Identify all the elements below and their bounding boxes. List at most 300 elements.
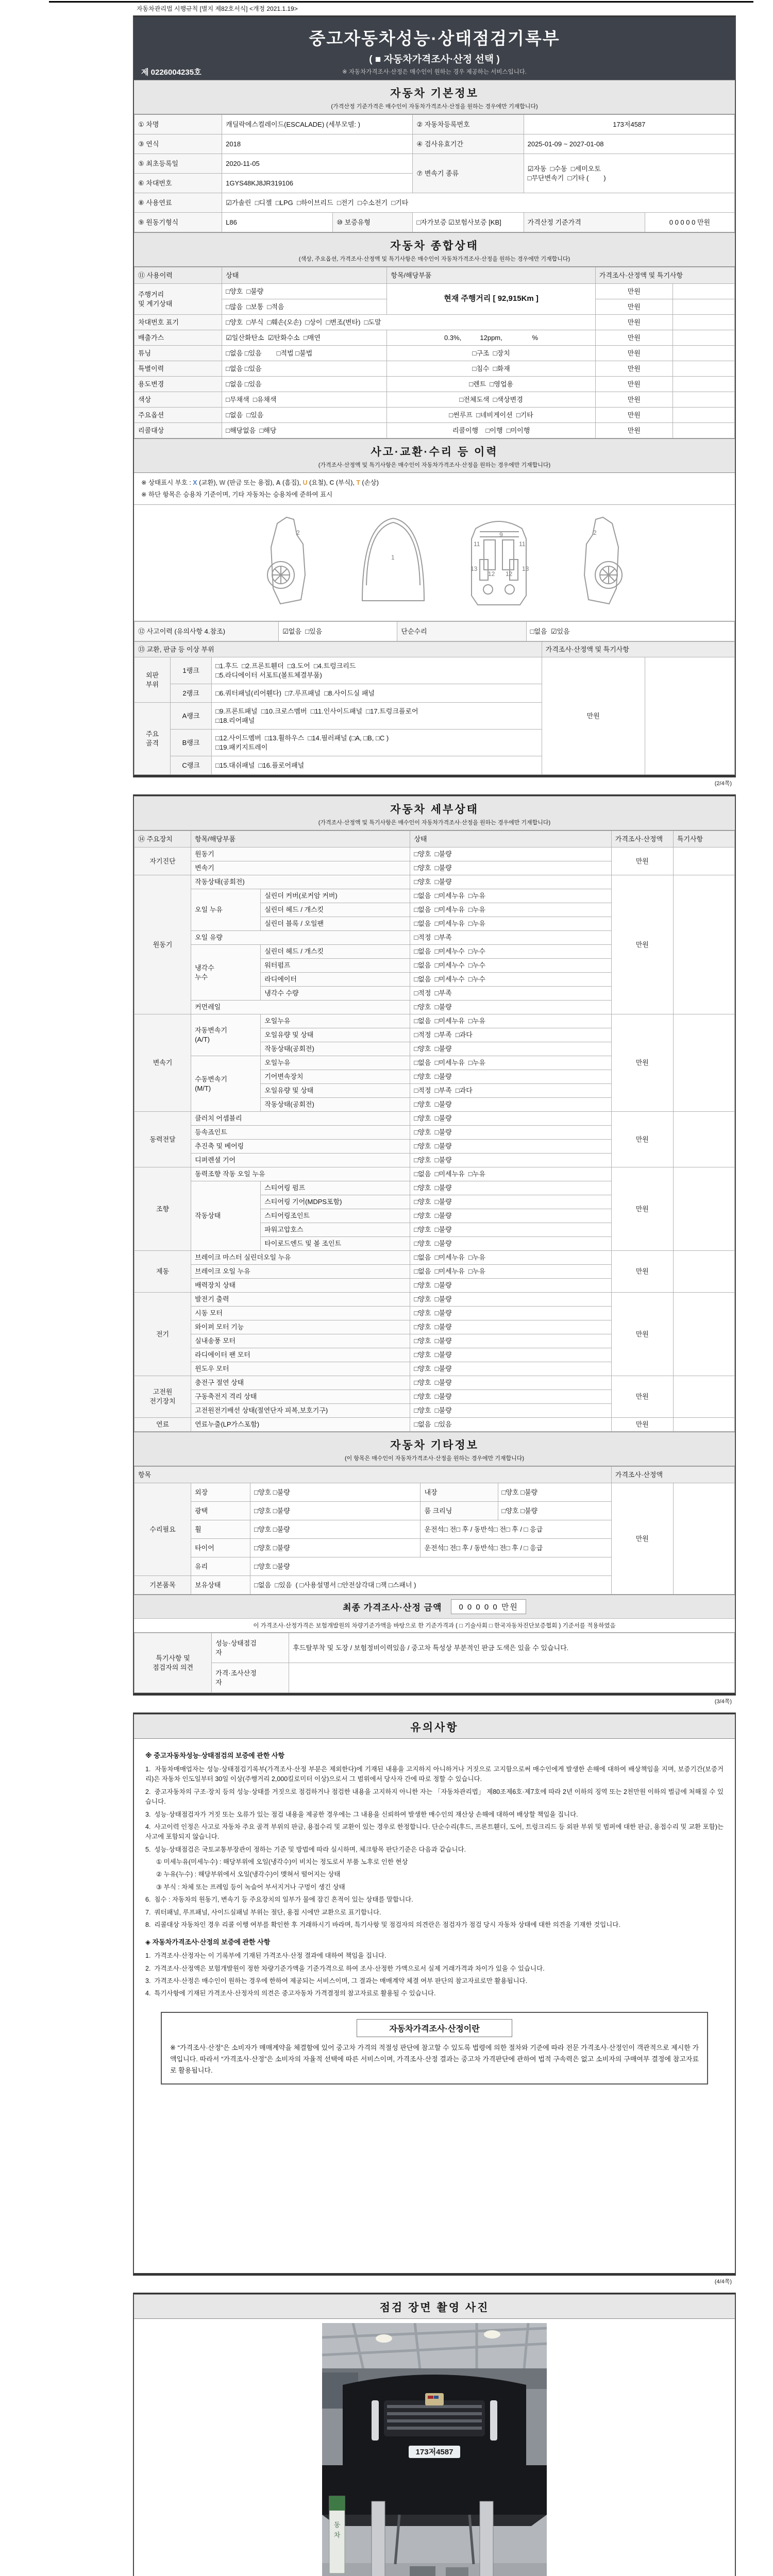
value-cell: 현재 주행거리 [ 92,915Km ] — [387, 284, 595, 315]
notice-paragraph: 8. 리콜대상 자동차인 경우 리콜 이행 여부를 확인한 후 거래하시기 바라며, 특기사항 및 점검자의 의견란은 점검자가 점검 당시 자동차 상태에 대한 의견을 기재한 것입니다. — [145, 1921, 620, 1928]
row-label: 조향 — [135, 1167, 191, 1251]
detail-state-table — [134, 831, 735, 1432]
price-definition-box — [161, 2012, 708, 2084]
checkbox-group-cell[interactable]: □적정 □부족 □과다 — [410, 1028, 611, 1042]
value-cell — [673, 299, 734, 315]
checkbox-group-cell[interactable]: □적정 □부족 — [410, 987, 611, 1001]
row-label: 광택 — [191, 1502, 250, 1520]
checkbox-group-cell[interactable]: □양호 □불량 — [410, 1140, 611, 1154]
checkbox-group-cell[interactable]: □양호 □불량 — [410, 1376, 611, 1390]
checkbox-group-cell[interactable]: ☑일산화탄소 ☑탄화수소 □매연 — [222, 330, 387, 346]
checkbox-group-cell[interactable]: □6.쿼터패널(리어휀다) □7.루프패널 □8.사이드실 패널 — [212, 684, 542, 703]
checkbox-group-cell[interactable]: □없음 □있음 — [410, 1418, 611, 1432]
checkbox-group-cell[interactable]: □없음 □미세누유 □누유 — [410, 1056, 611, 1070]
damage-code: C — [329, 479, 334, 486]
price-unit-cell: 만원 — [611, 1293, 673, 1376]
checkbox-group-cell[interactable]: □적정 □부족 □과다 — [410, 1084, 611, 1098]
price-unit-cell: 만원 — [611, 1376, 673, 1418]
checkbox-group-cell[interactable]: □없음 □미세누유 □누유 — [410, 1265, 611, 1279]
damage-code: A — [276, 479, 281, 486]
row-label: 스티어링 펌프 — [261, 1181, 410, 1195]
document-number: 제 0226004235호 — [141, 68, 201, 77]
notice-paragraph: 3. 성능·상태점검자가 거짓 또는 오류가 있는 점검 내용을 제공한 경우에는 그 내용을 신뢰하여 발생한 매수인의 재산상 손해에 대하여 배상할 책임을 집니다. — [145, 1810, 578, 1818]
row-label: 변속기 — [135, 1014, 191, 1112]
section-detail-subtitle: (가격조사·산정액 및 특기사항은 매수인이 자동차가격조사·산정을 원하는 경우에만 기재합니다) — [318, 820, 551, 826]
price-unit-cell: 만원 — [595, 284, 673, 299]
section-etc-subtitle: (이 항목은 매수인이 자동차가격조사·산정을 원하는 경우에만 기재합니다) — [344, 1455, 525, 1462]
document-subtitle: ( ■ 자동차가격조사·산정 선택 ) — [369, 54, 500, 65]
value-cell — [673, 330, 734, 346]
checkbox-group-cell[interactable]: □침수 □화재 — [387, 361, 595, 377]
damage-code: (교환), — [197, 479, 220, 486]
row-label: B랭크 — [171, 730, 212, 756]
checkbox-group-cell[interactable]: ☑자동 □수동 □세미오토 □무단변속기 □기타 ( ) — [524, 154, 734, 193]
section-etc-title: 자동차 기타정보 — [390, 1439, 479, 1451]
checkbox-group-cell[interactable]: □양호 □불량 — [410, 1223, 611, 1237]
checkbox-group-cell[interactable]: □없음 □있음 ( □사용설명서 □안전삼각대 □잭 □스패너 ) — [250, 1576, 612, 1595]
checkbox-group-cell[interactable]: □양호 □불량 — [410, 848, 611, 861]
notice-paragraph: 6. 침수 : 자동차의 원동기, 변속기 등 주요장치의 일부가 물에 잠긴 흔적이 있는 상태를 말합니다. — [145, 1896, 413, 1904]
damage-code: U — [303, 479, 308, 486]
etc-info-table — [134, 1466, 735, 1595]
checkbox-group-cell[interactable]: □양호 □불량 — [410, 1181, 611, 1195]
value-cell — [289, 1663, 735, 1693]
page-block-4 — [133, 2293, 736, 2576]
checkbox-group-cell[interactable]: □양호 □불량 — [410, 1237, 611, 1251]
car-diagram-svg — [146, 508, 723, 615]
value-cell: 후드탈부착 및 도장 / 보험정비이력있음 / 중고차 특성상 부분적인 판금 도색은 있을 수 있습니다. — [289, 1633, 735, 1663]
row-label: ① 차명 — [135, 115, 222, 134]
inspection-photos — [134, 2319, 735, 2576]
row-label: ③ 연식 — [135, 134, 222, 154]
value-cell — [673, 1167, 734, 1251]
column-header: 특기사항 — [673, 831, 734, 848]
svg-text:12: 12 — [506, 570, 513, 578]
checkbox-group-cell[interactable]: □없음 □미세누유 □누유 — [410, 1014, 611, 1028]
value-cell: 2018 — [222, 134, 413, 154]
column-header: 항목 — [135, 1467, 612, 1483]
column-header: 상태 — [410, 831, 611, 848]
row-label: 클러치 어셈블리 — [191, 1112, 410, 1126]
checkbox-group-cell[interactable]: ☑가솔린 □디젤 □LPG □하이브리드 □전기 □수소전기 □기타 — [222, 193, 735, 213]
checkbox-group-cell[interactable]: □없음 □미세누유 □누유 — [410, 903, 611, 917]
svg-text:13: 13 — [470, 565, 478, 572]
page-block-3 — [133, 1713, 736, 2276]
checkbox-group-cell[interactable]: □없음 □미세누수 □누수 — [410, 959, 611, 973]
svg-text:2: 2 — [296, 529, 300, 536]
svg-text:동: 동 — [333, 2521, 341, 2529]
checkbox-group-cell[interactable]: □양호 □불량 — [410, 1195, 611, 1209]
value-cell — [673, 1251, 734, 1293]
car-damage-diagrams — [134, 505, 735, 621]
inspector-opinion-table — [134, 1633, 735, 1693]
checkbox-group-cell[interactable]: □없음 □미세누유 □누유 — [410, 917, 611, 931]
row-label: ② 자동차등록번호 — [413, 115, 524, 134]
row-label: 동력전달 — [135, 1112, 191, 1167]
final-price-note: 이 가격조사·산정가격은 보험개발원의 차량기준가액을 바탕으로 한 기준가격과 ( □ 기술사회 □ 한국자동차진단보증협회 ) 기준서를 적용하였음 — [134, 1619, 735, 1633]
checkbox-group-cell[interactable]: □없음 ☑있음 — [526, 622, 734, 641]
price-unit-cell: 만원 — [611, 875, 673, 1014]
row-label: 커먼레일 — [191, 1001, 410, 1014]
row-label: 파워고압호스 — [261, 1223, 410, 1237]
row-label: ⑥ 차대번호 — [135, 174, 222, 193]
value-cell: 2020-11-05 — [222, 154, 413, 174]
damage-code: (요철), — [307, 479, 330, 486]
row-label: 수동변속기 (M/T) — [191, 1056, 261, 1112]
row-label: ④ 검사유효기간 — [413, 134, 524, 154]
price-unit-cell: 만원 — [611, 848, 673, 875]
final-price-value: 0 0 0 0 0 만원 — [451, 1599, 526, 1614]
checkbox-group-cell[interactable]: □양호 □불량 — [250, 1557, 612, 1576]
final-price-label: 최종 가격조사·산정 금액 — [343, 1603, 442, 1613]
row-label: 오일 누유 — [191, 889, 261, 931]
damage-code-legend — [134, 473, 735, 505]
row-label: ⑧ 사용연료 — [135, 193, 222, 213]
price-unit-cell: 만원 — [595, 408, 673, 423]
price-unit-cell: 만원 — [611, 1167, 673, 1251]
column-header: 가격조사·산정액 — [611, 1467, 734, 1483]
row-label: 등속죠인트 — [191, 1126, 410, 1140]
notice-paragraph: 4. 사고이력 인정은 사고로 자동차 주요 골격 부위의 판금, 용접수리 및 교환이 있는 경우로 한정합니다. 단순수리(후드, 프론트휀더, 도어, 트렁크리드 등 외판 부위 및 범퍼에 대한 판금, 용접수리 및 교환 포함)는 사고에 포함되지 않습니다. — [145, 1823, 726, 1841]
notice-paragraph: 3. 가격조사·산정은 매수인이 원하는 경우에 한하여 제공되는 서비스이며, 그 결과는 매매계약 체결 여부 판단의 참고자료로만 활용됩니다. — [145, 1977, 528, 1985]
damage-code: W — [219, 479, 226, 486]
checkbox-group-cell[interactable]: □자가보증 ☑보험사보증 [KB] — [413, 213, 524, 232]
checkbox-group-cell[interactable]: □썬루프 □네비게이션 □기타 — [387, 408, 595, 423]
row-label: 발전기 출력 — [191, 1293, 410, 1307]
svg-text:11: 11 — [519, 540, 526, 548]
damage-code: (손상) — [360, 479, 379, 486]
row-label: 냉각수 누수 — [191, 945, 261, 1001]
row-label: 단순수리 — [397, 622, 526, 641]
checkbox-group-cell[interactable]: □양호 □불량 — [222, 284, 387, 299]
notice-paragraph: ③ 부식 : 차체 또는 프레임 등이 녹슬어 부서지거나 구멍이 생긴 상태 — [145, 1883, 345, 1891]
checkbox-group-cell[interactable]: □없음 □있음 — [222, 408, 387, 423]
price-definition-title: 자동차가격조사·산정이란 — [357, 2019, 512, 2037]
checkbox-group-cell[interactable]: □무채색 □유채색 — [222, 392, 387, 408]
price-definition-text: ※ “가격조사·산정”은 소비자가 매매계약을 체결함에 있어 중고차 가격의 적절성 판단에 참고할 수 있도록 법령에 의한 절차와 기준에 따라 전문 가격조사·산정인이 객관적으로 제시한 가액입니다. 따라서 “가격조사·산정”은 소비자의 자율적 선택에 따른 서비스이며, 가격조사·산정 결과는 중고차 가격판단에 관하여 법적 구속력은 없고 소비자의 구매여부 결정에 참고자료로 활용됩니다. — [170, 2043, 699, 2074]
row-label: 가격·조사산정 자 — [212, 1663, 289, 1693]
checkbox-group-cell[interactable]: □양호 □불량 — [410, 1112, 611, 1126]
row-label: 작동상태(공회전) — [261, 1042, 410, 1056]
page-block-1 — [133, 15, 736, 777]
checkbox-group-cell[interactable]: □없음 □있음 □적법 □불법 — [222, 346, 387, 361]
svg-text:9: 9 — [499, 531, 503, 538]
price-unit-cell: 만원 — [595, 361, 673, 377]
notice-paragraph: ① 미세누유(미세누수) : 해당부위에 오일(냉각수)이 비치는 정도로서 부품 노후로 인한 현상 — [145, 1858, 408, 1866]
checkbox-group-cell[interactable]: □양호 □불량 — [250, 1502, 421, 1520]
checkbox-group-cell[interactable]: □없음 □미세누유 □누유 — [410, 889, 611, 903]
price-unit-cell: 만원 — [595, 392, 673, 408]
section-notice-title: 유의사항 — [410, 1722, 459, 1734]
row-label: 시동 모터 — [191, 1307, 410, 1320]
value-cell — [673, 377, 734, 392]
notice-section1-title: ※ 중고자동차성능·상태점검의 보증에 관한 사항 — [145, 1752, 285, 1759]
checkbox-group-cell[interactable]: □없음 □있음 — [222, 361, 387, 377]
checkbox-group-cell[interactable]: □양호 □불량 — [410, 1154, 611, 1167]
row-label: 변속기 — [191, 861, 410, 875]
price-unit-cell: 만원 — [542, 657, 645, 775]
price-unit-cell: 만원 — [595, 423, 673, 438]
section-accident-subtitle: (가격조사·산정액 및 특기사항은 매수인이 자동차가격조사·산정을 원하는 경우에만 기재합니다) — [318, 462, 551, 468]
checkbox-group-cell[interactable]: □양호 □불량 — [250, 1539, 421, 1557]
document-title-note: ※ 자동차가격조사·산정은 매수인이 원하는 경우 제공하는 서비스입니다. — [342, 69, 527, 75]
row-label: 보유상태 — [191, 1576, 250, 1595]
row-label: 냉각수 수량 — [261, 987, 410, 1001]
row-label: 추진축 및 베어링 — [191, 1140, 410, 1154]
column-header: 가격조사·산정액 및 특기사항 — [542, 642, 734, 657]
checkbox-group-cell[interactable]: □해당없음 □해당 — [222, 423, 387, 438]
checkbox-group-cell[interactable]: □양호 □불량 — [410, 1070, 611, 1084]
row-label: 라디에이터 — [261, 973, 410, 987]
page-top-rule — [49, 1, 753, 3]
price-unit-cell: 만원 — [611, 1418, 673, 1432]
checkbox-group-cell[interactable]: 리콜이행 □이행 □미이행 — [387, 423, 595, 438]
document-title: 중고자동차성능·상태점검기록부 — [309, 29, 560, 48]
checkbox-group-cell[interactable]: ☑없음 □있음 — [279, 622, 397, 641]
price-unit-cell: 만원 — [611, 1483, 673, 1595]
svg-text:1: 1 — [391, 554, 395, 561]
damage-code-note: ※ 하단 항목은 승용차 기준이며, 기타 자동차는 승용차에 준하여 표시 — [141, 490, 333, 498]
section-overall-header — [134, 232, 735, 267]
row-label: 배력장치 상태 — [191, 1279, 410, 1293]
svg-text:13: 13 — [522, 565, 529, 572]
notice-section1-items — [145, 1762, 724, 1933]
checkbox-group-cell[interactable]: □많음 □보통 □적음 — [222, 299, 387, 315]
value-cell: 캐딜락에스컬레이드(ESCALADE) (세부모델: ) — [222, 115, 413, 134]
value-cell — [673, 1014, 734, 1112]
damage-code: (판금 또는 용접), — [225, 479, 276, 486]
svg-text:11: 11 — [474, 540, 480, 548]
row-label: 차대번호 표기 — [135, 315, 222, 330]
row-label: 스티어링 기어(MDPS포함) — [261, 1195, 410, 1209]
section-detail-title: 자동차 세부상태 — [390, 804, 479, 816]
checkbox-group-cell[interactable]: □없음 □미세누수 □누수 — [410, 945, 611, 959]
row-label: 실린더 헤드 / 개스킷 — [261, 903, 410, 917]
page-block-2 — [133, 794, 736, 1696]
checkbox-group-cell[interactable]: □양호 □불량 — [410, 1320, 611, 1334]
svg-text:12: 12 — [488, 570, 495, 578]
value-cell — [673, 1483, 734, 1595]
row-label: 오일누유 — [261, 1014, 410, 1028]
notice-paragraph: 4. 특기사항에 기재된 가격조사·산정자의 의견은 중고자동차 가격결정의 참고자료로 활용될 수 있습니다. — [145, 1990, 436, 1997]
row-label: 실린더 커버(로커암 커버) — [261, 889, 410, 903]
row-label: 작동상태(공회전) — [261, 1098, 410, 1112]
row-label: ⑩ 보증유형 — [333, 213, 413, 232]
checkbox-group-cell[interactable]: 운전석□ 전□ 후 / 동반석□ 전□ 후 / □ 응급 — [421, 1539, 611, 1557]
checkbox-group-cell[interactable]: □양호 □불량 — [410, 1042, 611, 1056]
notice-paragraph: ② 누유(누수) : 해당부위에서 오일(냉각수)이 맺혀서 떨어지는 상태 — [145, 1871, 341, 1878]
document-body — [133, 15, 736, 2576]
value-cell — [673, 361, 734, 377]
column-header: 가격조사·산정액 — [611, 831, 673, 848]
row-label: 1랭크 — [171, 657, 212, 684]
notice-paragraph: 2. 중고자동차의 구조·장치 등의 성능·상태를 거짓으로 점검하거나 점검한 내용을 고지하지 아니한 자는 「자동차관리법」 제80조제6호·제7호에 따라 2년 이하의 징역 또는 2천만원 이하의 벌금에 처해질 수 있습니다. — [145, 1788, 724, 1806]
svg-text:2: 2 — [593, 529, 597, 536]
row-label: 오일유량 및 상태 — [261, 1084, 410, 1098]
section-notice-header — [134, 1714, 735, 1739]
checkbox-group-cell[interactable]: □양호 □불량 — [410, 875, 611, 889]
document-title-header — [134, 17, 735, 80]
section-photos-title: 점검 장면 촬영 사진 — [379, 2302, 490, 2314]
checkbox-group-cell[interactable]: □양호 □불량 — [410, 861, 611, 875]
section-overall-subtitle: (색상, 주요옵션, 가격조사·산정액 및 특기사항은 매수인이 자동차가격조사·산정을 원하는 경우에만 기재합니다) — [298, 256, 570, 262]
row-label: 동력조향 작동 오일 누유 — [191, 1167, 410, 1181]
row-label: 라디에이터 팬 모터 — [191, 1348, 410, 1362]
checkbox-group-cell[interactable]: □양호 □불량 — [410, 1001, 611, 1014]
checkbox-group-cell[interactable]: □적정 □부족 — [410, 931, 611, 945]
value-cell — [673, 346, 734, 361]
damage-code: ※ 상태표시 부호 : — [141, 479, 193, 486]
row-label: 수리필요 — [135, 1483, 191, 1576]
photo-inspection-lift — [322, 2465, 547, 2576]
notice-section2-items — [145, 1948, 724, 2002]
value-cell: 173저4587 — [524, 115, 734, 134]
row-label: 작동상태(공회전) — [191, 875, 410, 889]
column-header: ⑪ 사용이력 — [135, 267, 222, 284]
row-label: 실린더 블록 / 오일팬 — [261, 917, 410, 931]
row-label: 타이로드엔드 및 볼 조인트 — [261, 1237, 410, 1251]
section-overall-title: 자동차 종합상태 — [390, 240, 479, 252]
checkbox-group-cell[interactable]: □양호 □불량 — [410, 1209, 611, 1223]
notice-section2-title: ◈ 자동차가격조사·산정의 보증에 관한 사항 — [145, 1938, 271, 1946]
checkbox-group-cell[interactable]: 운전석□ 전□ 후 / 동반석□ 전□ 후 / □ 응급 — [421, 1520, 611, 1539]
checkbox-group-cell[interactable]: □없음 □미세누유 □누유 — [410, 1251, 611, 1265]
row-label: 배출가스 — [135, 330, 222, 346]
row-label: 외장 — [191, 1483, 250, 1502]
checkbox-group-cell[interactable]: □양호 □불량 — [410, 1279, 611, 1293]
row-label: 고전원 전기장치 — [135, 1376, 191, 1418]
damage-code: X — [193, 479, 197, 486]
row-label: 룸 크리닝 — [421, 1502, 498, 1520]
price-unit-cell: 만원 — [595, 315, 673, 330]
row-label: 색상 — [135, 392, 222, 408]
price-unit-cell: 만원 — [611, 1014, 673, 1112]
notice-paragraph: 7. 쿼터패널, 루프패널, 사이드실패널 부위는 절단, 용접 시에만 교환으로 표기합니다. — [145, 1908, 381, 1916]
checkbox-group-cell[interactable]: □양호 □불량 — [498, 1502, 611, 1520]
row-label: 고전원전기배선 상태(절연단자 피복,보호기구) — [191, 1404, 410, 1418]
checkbox-group-cell[interactable]: □양호 □불량 — [410, 1098, 611, 1112]
checkbox-group-cell[interactable]: □전체도색 □색상변경 — [387, 392, 595, 408]
row-label: ⑨ 원동기형식 — [135, 213, 222, 232]
page-mark-2: (2/4쪽) — [714, 781, 732, 787]
price-unit-cell: 만원 — [595, 377, 673, 392]
damage-code-line — [141, 477, 728, 489]
overall-state-table — [134, 267, 735, 438]
row-label: A랭크 — [171, 703, 212, 730]
accident-parts-table — [134, 641, 735, 775]
checkbox-group-cell[interactable]: □1.후드 □2.프론트휀더 □3.도어 □4.트렁크리드 □5.라디에이터 서포트(볼트체결부품) — [212, 657, 542, 684]
value-cell — [673, 1112, 734, 1167]
value-cell — [673, 423, 734, 438]
checkbox-group-cell[interactable]: □구조 □장치 — [387, 346, 595, 361]
row-label: 제동 — [135, 1251, 191, 1293]
value-cell: 0 0 0 0 0 만원 — [645, 213, 734, 232]
damage-code: (부식), — [334, 479, 357, 486]
checkbox-group-cell[interactable]: □15.대쉬패널 □16.플로어패널 — [212, 756, 542, 775]
checkbox-group-cell[interactable]: □양호 □불량 — [410, 1307, 611, 1320]
checkbox-group-cell[interactable]: □없음 □있음 — [222, 377, 387, 392]
section-etc-header — [134, 1432, 735, 1466]
row-label: 실내송풍 모터 — [191, 1334, 410, 1348]
row-label: C랭크 — [171, 756, 212, 775]
checkbox-group-cell[interactable]: □양호 □불량 — [410, 1348, 611, 1362]
value-cell: L86 — [222, 213, 333, 232]
photo-license-plate: 173저4587 — [415, 2448, 453, 2456]
row-label: 브레이크 오일 누유 — [191, 1265, 410, 1279]
page-mark-3: (3/4쪽) — [714, 1699, 732, 1705]
section-detail-header — [134, 796, 735, 831]
checkbox-group-cell[interactable]: □양호 □불량 — [410, 1334, 611, 1348]
row-label: 특기사항 및 점검자의 의견 — [135, 1633, 212, 1693]
checkbox-group-cell[interactable]: □양호 □불량 — [410, 1404, 611, 1418]
checkbox-group-cell[interactable]: □양호 □부식 □훼손(오손) □상이 □변조(변타) □도말 — [222, 315, 596, 330]
value-cell — [673, 875, 734, 1014]
checkbox-group-cell[interactable]: □없음 □미세누수 □누수 — [410, 973, 611, 987]
checkbox-group-cell[interactable]: □양호 □불량 — [498, 1483, 611, 1502]
value-cell — [673, 408, 734, 423]
row-label: 휠 — [191, 1520, 250, 1539]
row-label: 외판 부위 — [135, 657, 171, 703]
price-unit-cell: 만원 — [595, 330, 673, 346]
checkbox-group-cell[interactable]: □양호 □불량 — [410, 1293, 611, 1307]
row-label: 튜닝 — [135, 346, 222, 361]
checkbox-group-cell[interactable]: □양호 □불량 — [410, 1362, 611, 1376]
row-label: 연료누출(LP가스포함) — [191, 1418, 410, 1432]
row-label: 성능·상태점검 자 — [212, 1633, 289, 1663]
row-label: 구동축전지 격리 상태 — [191, 1390, 410, 1404]
value-cell: 0.3%, 12ppm, % — [387, 330, 595, 346]
column-header: 가격조사·산정액 및 특기사항 — [595, 267, 734, 284]
price-unit-cell: 만원 — [595, 299, 673, 315]
svg-text:차: 차 — [333, 2531, 341, 2539]
checkbox-group-cell[interactable]: □없음 □미세누유 □누유 — [410, 1167, 611, 1181]
row-label: 리콜대상 — [135, 423, 222, 438]
damage-code: T — [356, 479, 360, 486]
value-cell — [673, 392, 734, 408]
checkbox-group-cell[interactable]: □12.사이드멤버 □13.휠하우스 □14.필러패널 (□A, □B, □C ) □19.패키지트레이 — [212, 730, 542, 756]
checkbox-group-cell[interactable]: □양호 □불량 — [250, 1520, 421, 1539]
value-cell: 2025-01-09 ~ 2027-01-08 — [524, 134, 734, 154]
basic-info-table — [134, 114, 735, 232]
row-label: 오일유량 및 상태 — [261, 1028, 410, 1042]
column-header: ⑭ 주요장치 — [135, 831, 191, 848]
checkbox-group-cell[interactable]: □양호 □불량 — [410, 1390, 611, 1404]
value-cell — [673, 1418, 734, 1432]
value-cell — [673, 1293, 734, 1376]
section-basic-header — [134, 80, 735, 114]
column-header: 항목/해당부품 — [191, 831, 410, 848]
checkbox-group-cell[interactable]: □양호 □불량 — [250, 1483, 421, 1502]
checkbox-group-cell[interactable]: □양호 □불량 — [410, 1126, 611, 1140]
row-label: 내장 — [421, 1483, 498, 1502]
row-label: ⑫ 사고이력 (유의사항 4.참조) — [135, 622, 279, 641]
price-unit-cell: 만원 — [595, 346, 673, 361]
final-price-row — [134, 1595, 735, 1619]
row-label: 오일누유 — [261, 1056, 410, 1070]
row-label: ⑤ 최초등록일 — [135, 154, 222, 174]
value-cell — [673, 1376, 734, 1418]
row-label: 주요 골격 — [135, 703, 171, 775]
column-header: ⑬ 교환, 판금 등 이상 부위 — [135, 642, 542, 657]
value-cell — [673, 284, 734, 299]
notice-paragraph: 5. 성능·상태점검은 국토교통부장관이 정하는 기준 및 방법에 따라 실시하며, 체크항목 판단기준은 다음과 같습니다. — [145, 1845, 466, 1853]
value-cell — [673, 315, 734, 330]
checkbox-group-cell[interactable]: □렌트 □영업용 — [387, 377, 595, 392]
section-photos-header — [134, 2294, 735, 2319]
page-mark-4: (4/4쪽) — [714, 2279, 732, 2285]
row-label: 자동변속기 (A/T) — [191, 1014, 261, 1056]
checkbox-group-cell[interactable]: □9.프론트패널 □10.크로스멤버 □11.인사이드패널 □17.트렁크플로어 □18.리어패널 — [212, 703, 542, 730]
